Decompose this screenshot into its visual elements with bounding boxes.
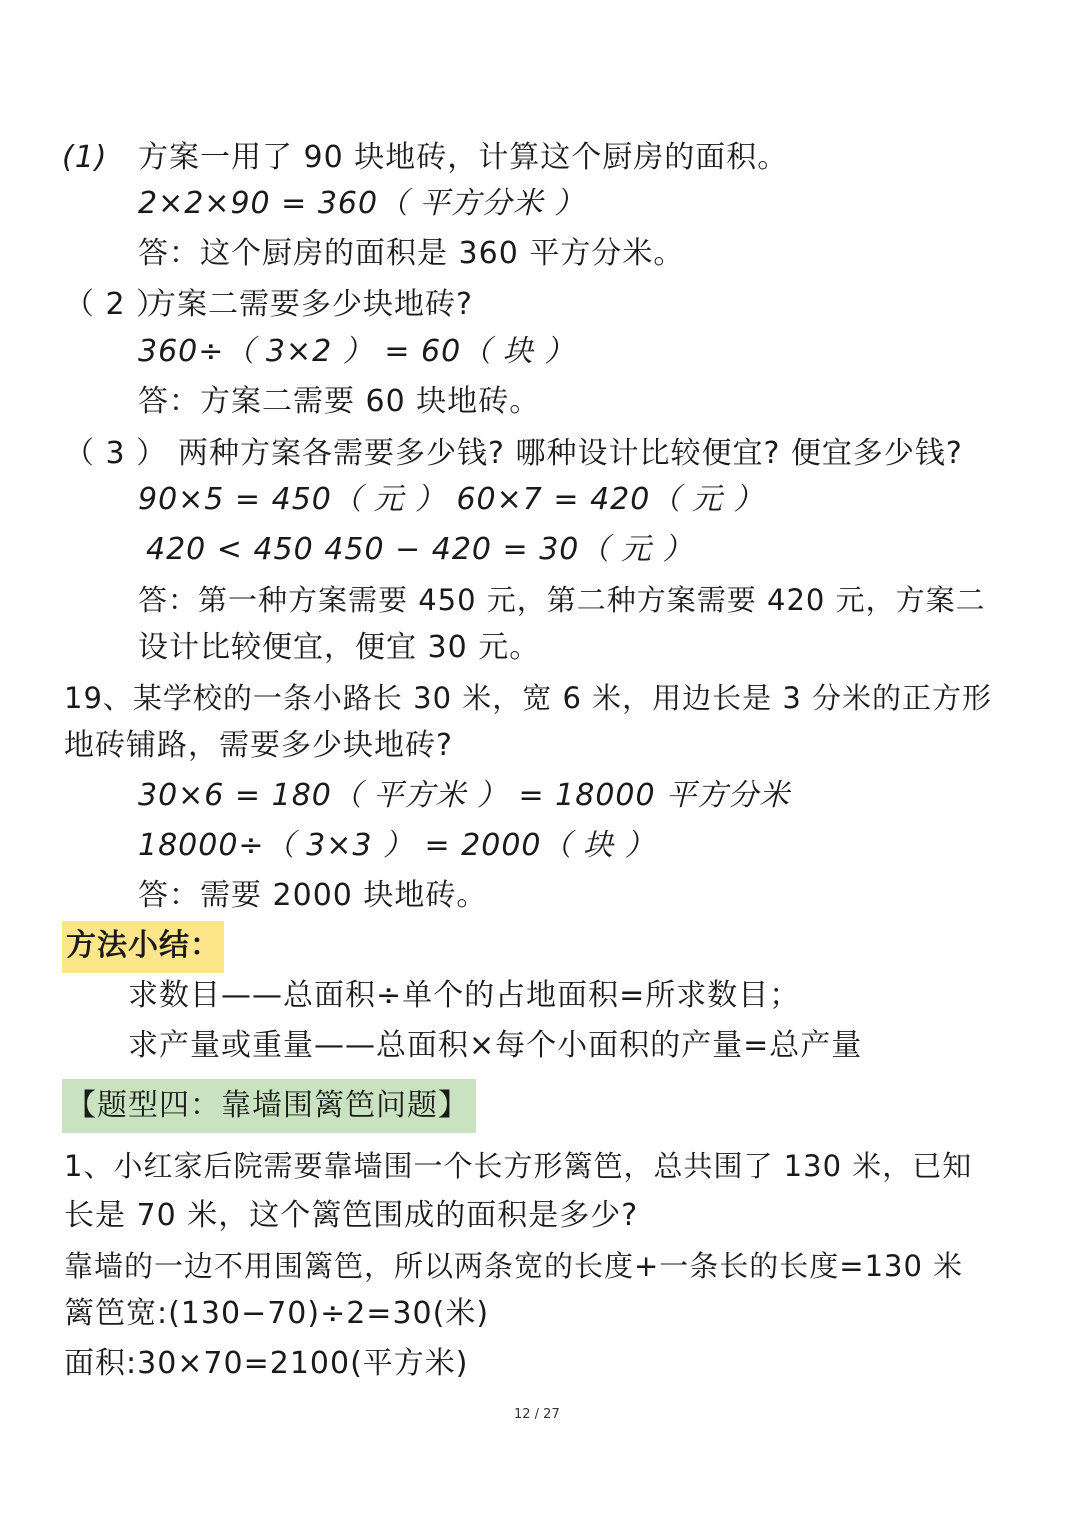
q1-question: 方案一用了 90 块地砖，计算这个厨房的面积。 xyxy=(138,140,789,175)
q19-line2: 地砖铺路，需要多少块地砖? xyxy=(64,728,453,763)
q19-calc-2: 18000÷（ 3×3 ） = 2000（ 块 ） xyxy=(138,828,656,863)
type4-area-calc: 面积:30×70=2100(平方米) xyxy=(64,1346,469,1381)
type4-q1-line1: 1、小红家后院需要靠墙围一个长方形篱笆，总共围了 130 米，已知 xyxy=(64,1149,973,1183)
q2-calc: 360÷（ 3×2 ） = 60（ 块 ） xyxy=(138,334,576,369)
q3-label: （ 3 ） xyxy=(64,436,168,471)
q3-answer-line1: 答：第一种方案需要 450 元，第二种方案需要 420 元，方案二 xyxy=(138,583,986,617)
type4-width-calc: 篱笆宽:(130−70)÷2=30(米) xyxy=(64,1296,490,1331)
q2-question: 方案二需要多少块地砖? xyxy=(146,287,473,322)
summary-line1: 求数目——总面积÷单个的占地面积=所求数目； xyxy=(128,978,801,1013)
q3-calc-1: 90×5 = 450（ 元 ） 60×7 = 420（ 元 ） xyxy=(138,482,765,517)
q3-question: 两种方案各需要多少钱? 哪种设计比较便宜? 便宜多少钱? xyxy=(178,436,963,471)
type4-explain: 靠墙的一边不用围篱笆，所以两条宽的长度+一条长的长度=130 米 xyxy=(64,1249,964,1283)
q19-line1: 19、某学校的一条小路长 30 米，宽 6 米，用边长是 3 分米的正方形 xyxy=(64,681,993,715)
type4-q1-line2: 长是 70 米，这个篱笆围成的面积是多少? xyxy=(64,1198,639,1233)
q19-calc-1: 30×6 = 180（ 平方米 ） = 18000 平方分米 xyxy=(138,778,791,813)
q3-calc-2: 420 < 450 450 − 420 = 30（ 元 ） xyxy=(146,532,694,567)
summary-line2: 求产量或重量——总面积×每个小面积的产量=总产量 xyxy=(128,1028,863,1063)
q1-label: (1) xyxy=(62,140,108,175)
q2-label: （ 2 ） xyxy=(64,287,168,322)
q1-answer: 答：这个厨房的面积是 360 平方分米。 xyxy=(138,236,685,271)
type4-title: 【题型四：靠墙围篱笆问题】 xyxy=(66,1088,469,1123)
q3-answer-line2: 设计比较便宜，便宜 30 元。 xyxy=(138,630,541,665)
summary-title: 方法小结： xyxy=(66,928,221,963)
q2-answer: 答：方案二需要 60 块地砖。 xyxy=(138,384,541,419)
q19-answer: 答：需要 2000 块地砖。 xyxy=(138,878,488,913)
page-number: 12 / 27 xyxy=(514,1407,560,1422)
q1-calc: 2×2×90 = 360（ 平方分米 ） xyxy=(138,186,586,221)
